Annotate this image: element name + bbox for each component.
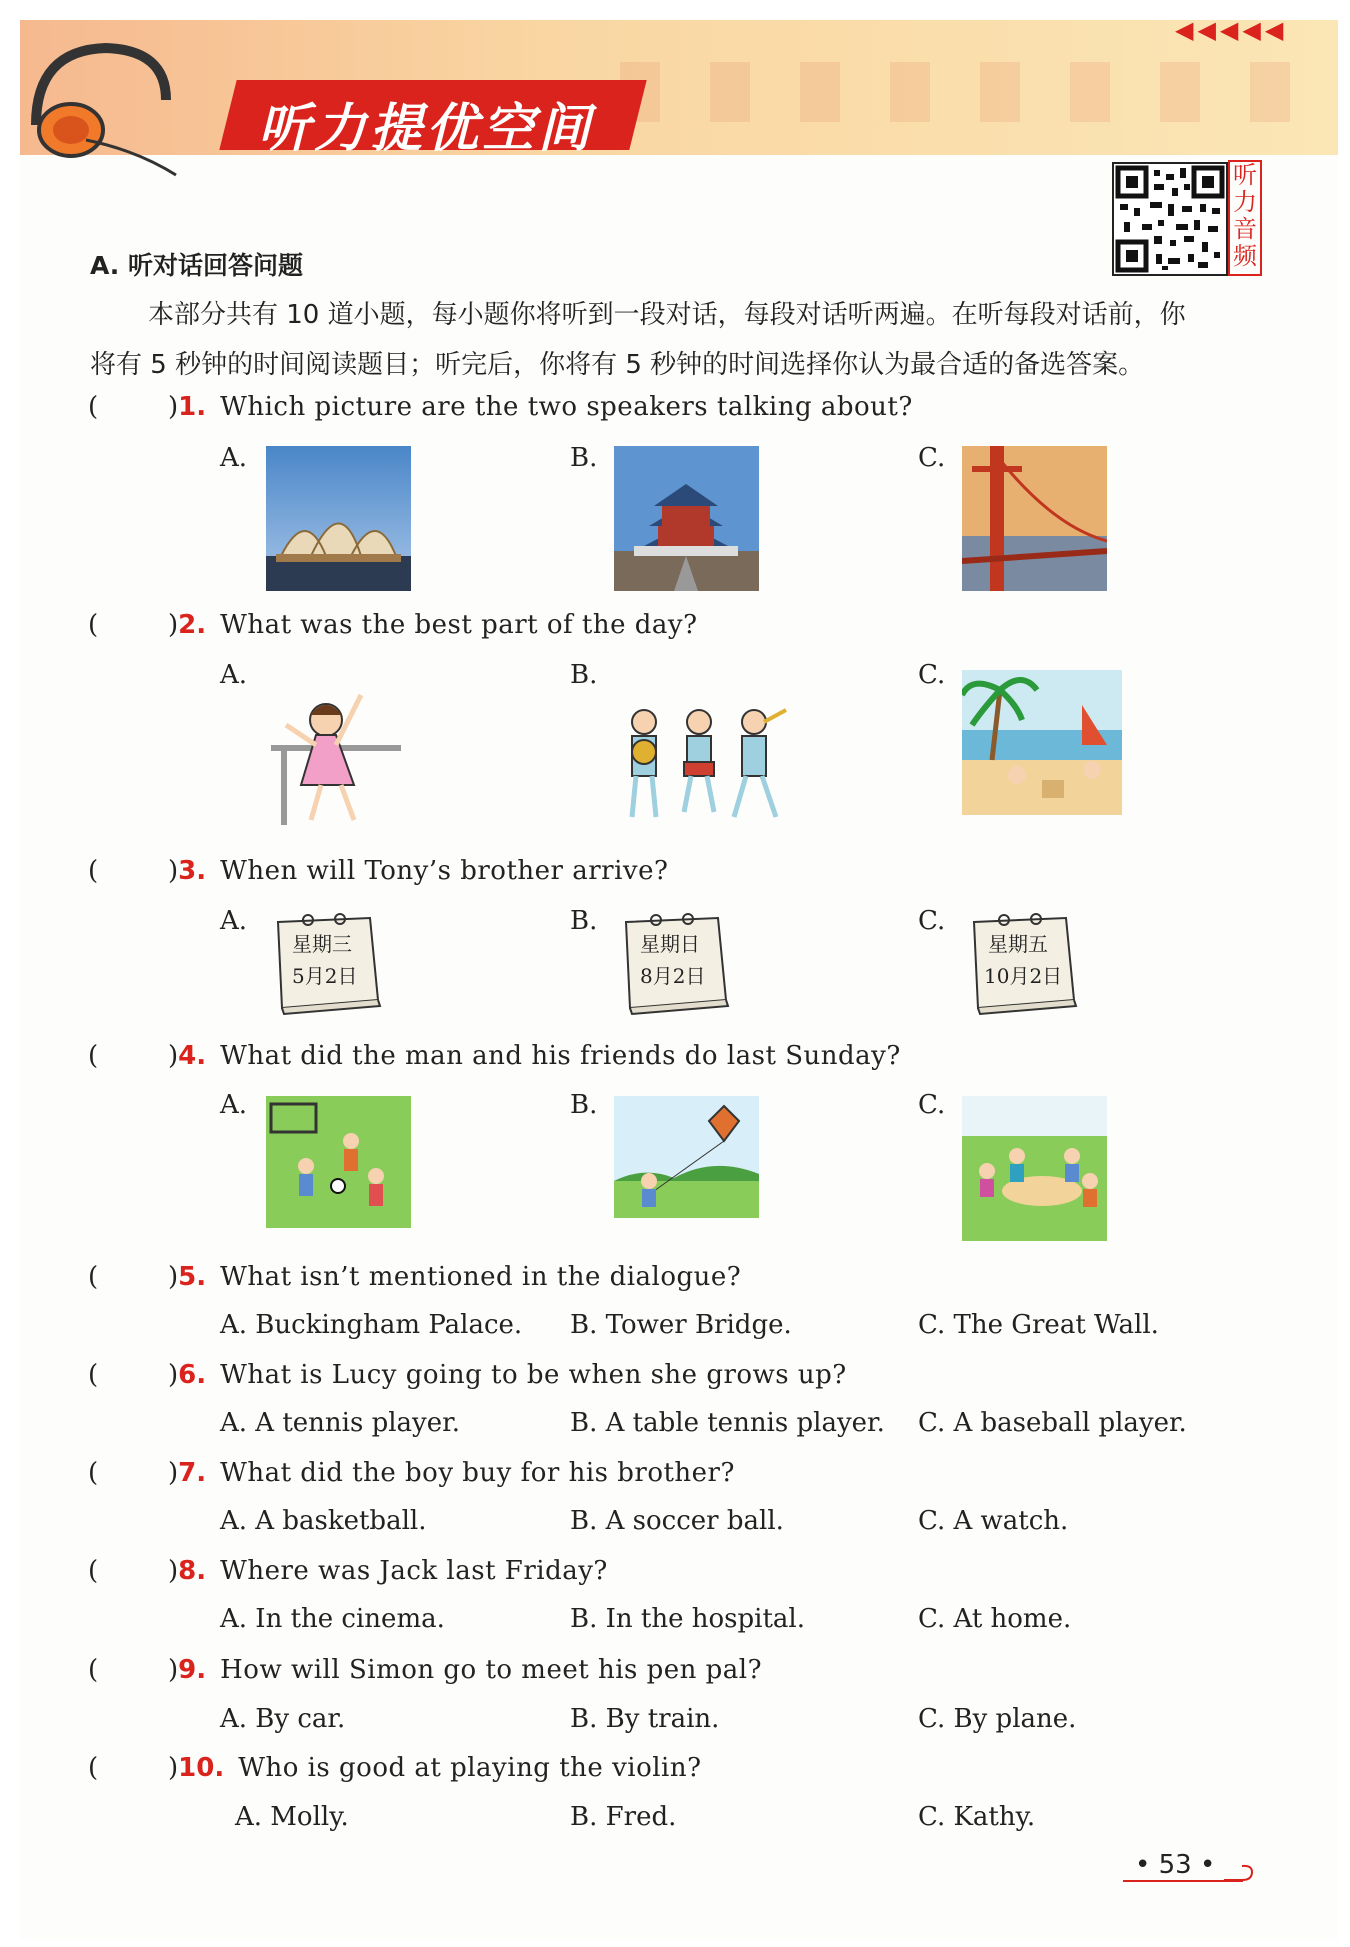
question-number: 2. xyxy=(178,610,207,640)
paren-close: ) xyxy=(168,1041,179,1071)
question-number: 7. xyxy=(178,1458,207,1488)
instructions xyxy=(90,290,1270,390)
option-label[interactable]: A. A tennis player. xyxy=(220,1408,460,1438)
question-number: 8. xyxy=(178,1556,207,1586)
page-curl-icon xyxy=(1222,1862,1254,1884)
option-label[interactable]: C. Kathy. xyxy=(918,1802,1036,1832)
option-label[interactable]: B. Tower Bridge. xyxy=(570,1310,792,1340)
calendar-date: 5月2日 xyxy=(292,964,358,988)
question-number: 5. xyxy=(178,1262,207,1292)
option-label[interactable]: C. xyxy=(918,660,946,690)
question-2 xyxy=(88,610,698,640)
option-label[interactable]: C. xyxy=(918,443,946,473)
option-label[interactable]: A. xyxy=(220,443,248,473)
answer-blank[interactable]: ( xyxy=(88,1041,99,1071)
option-label[interactable]: A. xyxy=(220,906,248,936)
headphones-icon xyxy=(16,30,186,180)
question-number: 10. xyxy=(178,1753,225,1783)
option-label[interactable]: A. xyxy=(220,660,248,690)
answer-blank[interactable]: ( xyxy=(88,1360,99,1390)
option-label[interactable]: C. xyxy=(918,1090,946,1120)
option-label[interactable]: B. xyxy=(570,1090,598,1120)
option-label[interactable]: C. A baseball player. xyxy=(918,1408,1187,1438)
option-label[interactable]: B. In the hospital. xyxy=(570,1604,805,1634)
question-8 xyxy=(88,1556,608,1586)
question-number: 3. xyxy=(178,856,207,886)
calendar-day: 星期五 xyxy=(988,932,1048,956)
qr-label-char: 音 xyxy=(1233,215,1257,243)
question-6 xyxy=(88,1360,847,1390)
option-label[interactable]: B. A soccer ball. xyxy=(570,1506,784,1536)
question-text: How will Simon go to meet his pen pal? xyxy=(220,1655,763,1685)
qr-code-icon[interactable] xyxy=(1112,162,1228,276)
answer-blank[interactable]: ( xyxy=(88,1556,99,1586)
qr-label-char: 听 xyxy=(1233,161,1257,189)
calendar-icon[interactable] xyxy=(966,910,1081,1020)
question-number: 4. xyxy=(178,1041,207,1071)
question-10 xyxy=(88,1753,702,1783)
answer-blank[interactable]: ( xyxy=(88,1753,99,1783)
question-number: 1. xyxy=(178,392,207,422)
option-label[interactable]: C. A watch. xyxy=(918,1506,1069,1536)
question-text: Which picture are the two speakers talking about? xyxy=(220,392,913,422)
page-title: 听力提优空间 xyxy=(258,99,595,159)
qr-label-char: 频 xyxy=(1233,242,1257,270)
beach-image[interactable] xyxy=(962,670,1122,815)
answer-blank[interactable]: ( xyxy=(88,610,99,640)
instruction-line: 将有 5 秒钟的时间阅读题目；听完后，你将有 5 秒钟的时间选择你认为最合适的备选答案。 xyxy=(90,350,1145,380)
question-number: 6. xyxy=(178,1360,207,1390)
option-label[interactable]: A. Buckingham Palace. xyxy=(220,1310,523,1340)
question-text: What isn’t mentioned in the dialogue? xyxy=(220,1262,742,1292)
paren-close: ) xyxy=(168,1556,179,1586)
golden-gate-bridge-image[interactable] xyxy=(962,446,1107,591)
question-text: What is Lucy going to be when she grows up? xyxy=(220,1360,847,1390)
qr-label-char: 力 xyxy=(1233,188,1257,216)
arrow-decoration-icon: ◀◀◀◀◀ xyxy=(1175,16,1288,44)
answer-blank[interactable]: ( xyxy=(88,1458,99,1488)
option-label[interactable]: A. Molly. xyxy=(235,1802,349,1832)
calendar-icon[interactable] xyxy=(618,910,733,1020)
option-label[interactable]: A. xyxy=(220,1090,248,1120)
calendar-date: 10月2日 xyxy=(984,964,1063,988)
question-text: Who is good at playing the violin? xyxy=(238,1753,702,1783)
question-7 xyxy=(88,1458,735,1488)
answer-blank[interactable]: ( xyxy=(88,856,99,886)
calendar-day: 星期日 xyxy=(640,932,700,956)
option-label[interactable]: C. The Great Wall. xyxy=(918,1310,1159,1340)
option-label[interactable]: B. A table tennis player. xyxy=(570,1408,885,1438)
answer-blank[interactable]: ( xyxy=(88,1655,99,1685)
option-label[interactable]: B. By train. xyxy=(570,1704,720,1734)
page-number: • 53 • xyxy=(1135,1850,1216,1880)
option-label[interactable]: A. A basketball. xyxy=(220,1506,427,1536)
banner-decoration xyxy=(620,62,1320,122)
kite-flying-image[interactable] xyxy=(614,1096,759,1218)
question-text: Where was Jack last Friday? xyxy=(220,1556,608,1586)
temple-of-heaven-image[interactable] xyxy=(614,446,759,591)
instruction-line: 本部分共有 10 道小题，每小题你将听到一段对话，每段对话听两遍。在听每段对话前，你 xyxy=(148,300,1186,330)
option-label[interactable]: B. xyxy=(570,443,598,473)
question-text: When will Tony’s brother arrive? xyxy=(220,856,669,886)
calendar-icon[interactable] xyxy=(270,910,385,1020)
answer-blank[interactable]: ( xyxy=(88,1262,99,1292)
calendar-date: 8月2日 xyxy=(640,964,706,988)
question-4 xyxy=(88,1041,901,1071)
question-number: 9. xyxy=(178,1655,207,1685)
paren-close: ) xyxy=(168,1360,179,1390)
question-1 xyxy=(88,392,913,422)
paren-close: ) xyxy=(168,1753,179,1783)
option-label[interactable]: A. By car. xyxy=(220,1704,346,1734)
soccer-image[interactable] xyxy=(266,1096,411,1228)
section-heading: A. 听对话回答问题 xyxy=(90,251,304,280)
question-5 xyxy=(88,1262,741,1292)
question-text: What did the boy buy for his brother? xyxy=(220,1458,735,1488)
picnic-image[interactable] xyxy=(962,1096,1107,1241)
paren-close: ) xyxy=(168,1458,179,1488)
option-label[interactable]: A. In the cinema. xyxy=(220,1604,445,1634)
option-label[interactable]: B. xyxy=(570,906,598,936)
option-label[interactable]: C. By plane. xyxy=(918,1704,1077,1734)
option-label[interactable]: C. At home. xyxy=(918,1604,1072,1634)
ballet-dancer-image[interactable] xyxy=(266,685,411,830)
paren-close: ) xyxy=(168,610,179,640)
opera-house-image[interactable] xyxy=(266,446,411,591)
question-9 xyxy=(88,1655,762,1685)
paren-close: ) xyxy=(168,856,179,886)
question-text: What did the man and his friends do last Sunday? xyxy=(220,1041,901,1071)
option-label[interactable]: B. xyxy=(570,660,598,690)
paren-close: ) xyxy=(168,1262,179,1292)
calendar-day: 星期三 xyxy=(292,932,352,956)
marching-band-image[interactable] xyxy=(614,692,789,837)
paren-close: ) xyxy=(168,1655,179,1685)
option-label[interactable]: B. Fred. xyxy=(570,1802,677,1832)
qr-audio-label xyxy=(1228,160,1262,276)
question-text: What was the best part of the day? xyxy=(220,610,698,640)
answer-blank[interactable]: ( xyxy=(88,392,99,422)
paren-close: ) xyxy=(168,392,179,422)
question-3 xyxy=(88,856,668,886)
option-label[interactable]: C. xyxy=(918,906,946,936)
